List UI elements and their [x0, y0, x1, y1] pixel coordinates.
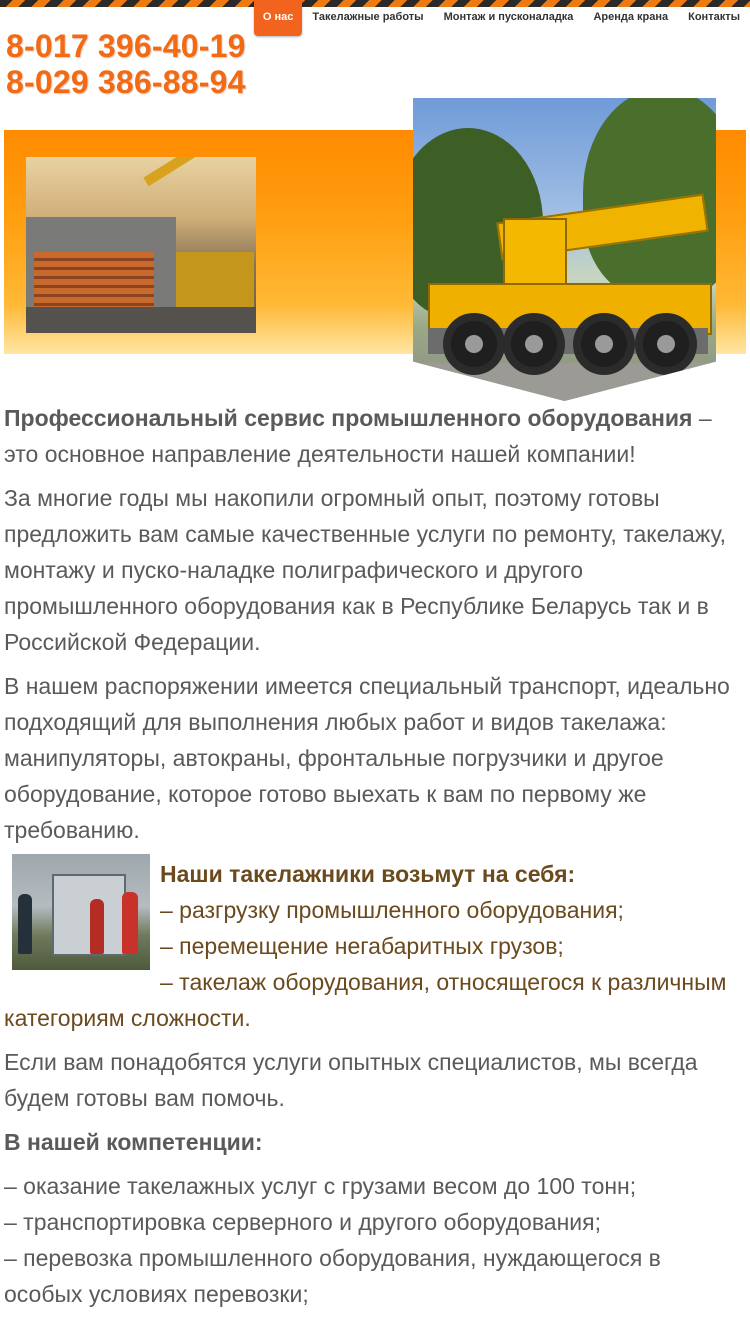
- help-paragraph: Если вам понадобятся услуги опытных специалистов, мы всегда будем готовы вам помочь.: [4, 1049, 698, 1111]
- rigging-site-photo: [26, 157, 256, 333]
- competence-list: [4, 1168, 744, 1312]
- crane-wheel: [573, 313, 635, 375]
- riggers-item: – разгрузку промышленного оборудования;: [160, 897, 624, 923]
- phone-block: [6, 28, 246, 100]
- photo-ground: [26, 307, 256, 333]
- photo-crane-truck: [176, 252, 254, 312]
- competence-item: – оказание такелажных услуг с грузами весом до 100 тонн;: [4, 1173, 637, 1199]
- experience-paragraph: За многие годы мы накопили огромный опыт, поэтому готовы предложить вам самые качественные услуги по ремонту, такелажу, монтажу и пуско-наладке полиграфического и другого промышленного оборудования как в Республике Беларусь так и в Российской Федерации.: [4, 485, 727, 655]
- riggers-block: [4, 856, 744, 1036]
- phone-link-1[interactable]: 8-017 396-40-19: [6, 28, 246, 64]
- nav-item-about[interactable]: О нас: [254, 0, 303, 36]
- competence-heading: В нашей компетенции:: [4, 1129, 263, 1155]
- workers-photo-person: [90, 899, 104, 954]
- nav-item-crane-rental[interactable]: Аренда крана: [593, 11, 669, 23]
- workers-photo-person: [18, 894, 32, 954]
- transport-paragraph: В нашем распоряжении имеется специальный транспорт, идеально подходящий для выполнения любых работ и видов такелажа: манипуляторы, автокраны, фронтальные погрузчики и другое оборудование, которое готово выехать к вам по первому же требованию.: [4, 673, 730, 843]
- workers-photo-machine: [52, 874, 126, 956]
- crane-wheel: [443, 313, 505, 375]
- crane-photo: [413, 98, 716, 401]
- main-nav: [254, 0, 750, 36]
- workers-photo-person: [122, 892, 138, 954]
- intro-paragraph: [4, 400, 744, 472]
- intro-strong: Профессиональный сервис промышленного оборудования: [4, 405, 693, 431]
- crane-cab: [503, 218, 567, 292]
- phone-link-2[interactable]: 8-029 386-88-94: [6, 64, 246, 100]
- intro-rest: – это основное направление деятельности нашей компании!: [4, 405, 712, 467]
- main-content: [4, 400, 744, 1320]
- nav-item-installation[interactable]: Монтаж и пусконаладка: [443, 11, 574, 23]
- riggers-item: – перемещение негабаритных грузов;: [160, 933, 564, 959]
- nav-item-rigging[interactable]: Такелажные работы: [312, 11, 424, 23]
- photo-cargo-stack: [34, 252, 154, 312]
- crane-wheel: [503, 313, 565, 375]
- photo-crane-boom: [143, 157, 242, 186]
- crane-wheel: [635, 313, 697, 375]
- riggers-heading: Наши такелажники возьмут на себя:: [160, 861, 576, 887]
- workers-photo: [12, 854, 150, 970]
- competence-item: – перевозка промышленного оборудования, нуждающегося в особых условиях перевозки;: [4, 1245, 661, 1307]
- nav-item-contacts[interactable]: Контакты: [688, 11, 740, 23]
- riggers-item: – такелаж оборудования, относящегося к различным категориям сложности.: [4, 969, 727, 1031]
- competence-item: – транспортировка серверного и другого оборудования;: [4, 1209, 601, 1235]
